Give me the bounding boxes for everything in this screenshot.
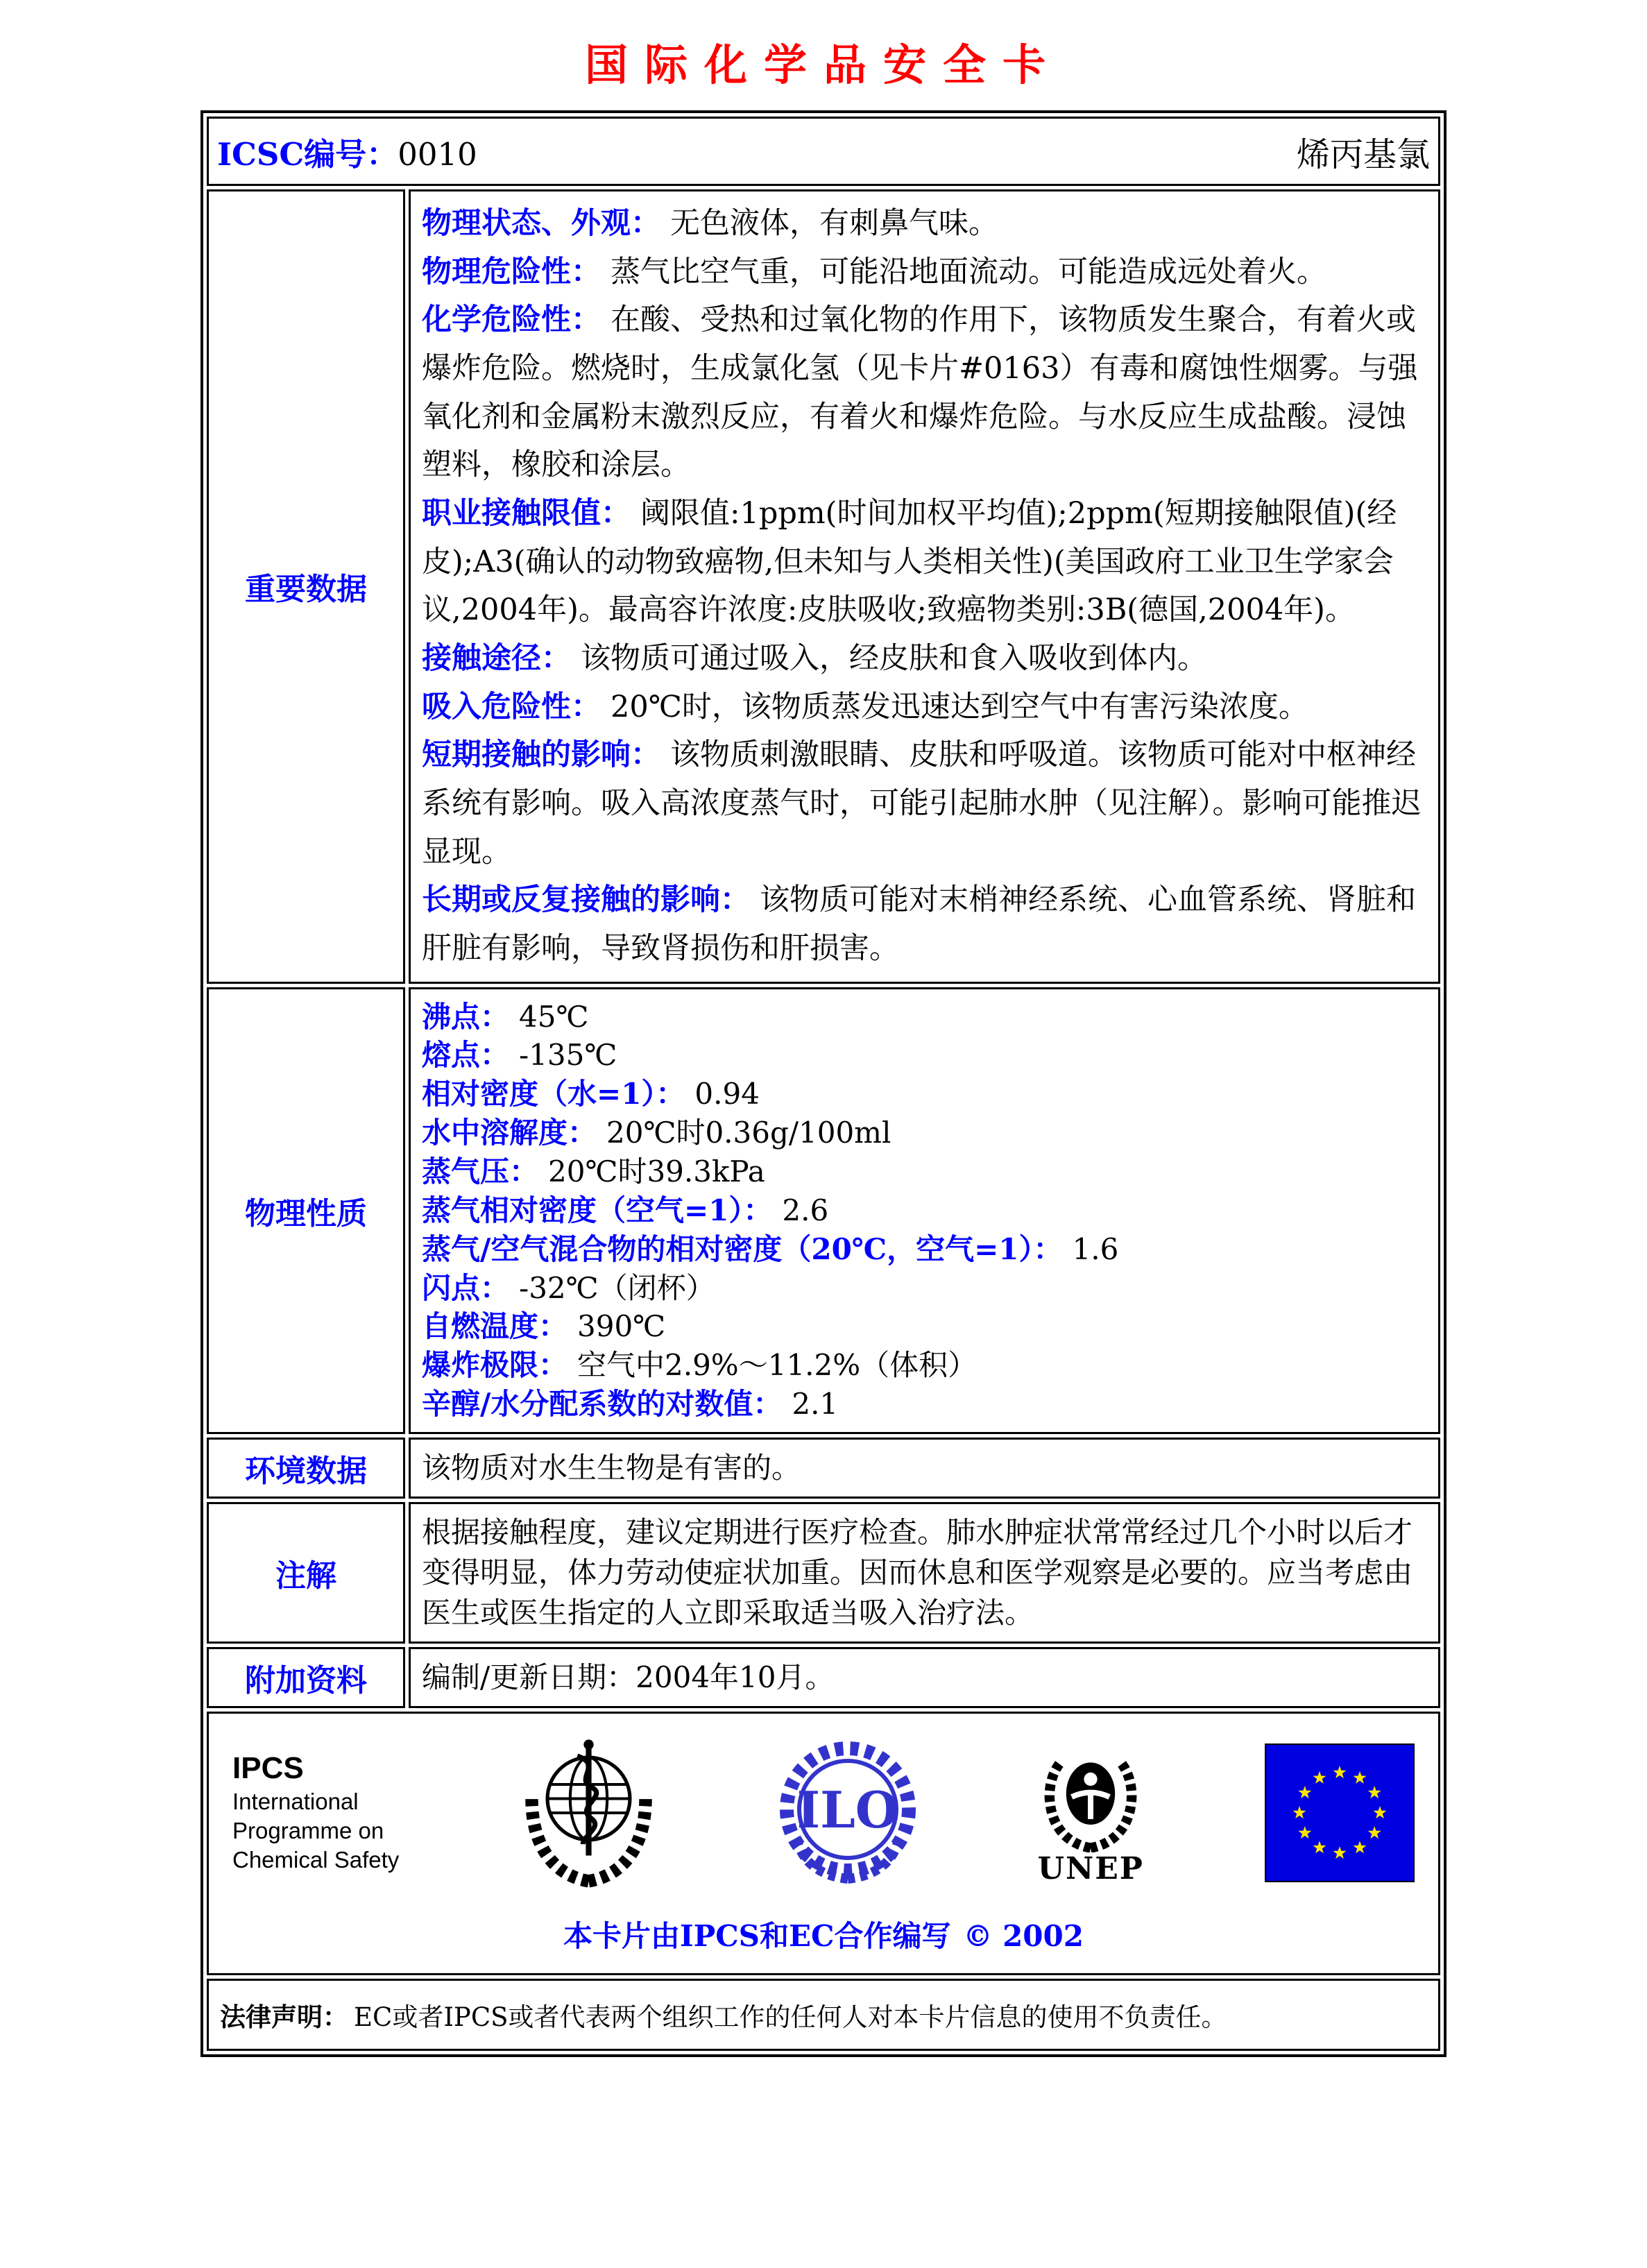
environmental-data-row — [207, 1438, 1440, 1499]
item-text: -135℃ — [519, 1038, 617, 1073]
physical-property-item — [422, 1269, 1427, 1308]
credit-line — [232, 1913, 1415, 1955]
item-text: 空气中2.9%～11.2%（体积） — [577, 1348, 978, 1383]
additional-info-row — [207, 1647, 1440, 1708]
physical-property-item — [422, 1346, 1427, 1385]
additional-info-content — [409, 1647, 1440, 1708]
item-text: 该物质可通过吸入，经皮肤和食入吸收到体内。 — [581, 640, 1207, 676]
item-label: 熔点： — [422, 1038, 510, 1073]
eu-flag-icon — [1265, 1743, 1415, 1882]
physical-properties-content — [409, 987, 1440, 1434]
item-text: 在酸、受热和过氧化物的作用下，该物质发生聚合，有着火或爆炸危险。燃烧时，生成氯化氢（见卡片#0163）有毒和腐蚀性烟雾。与强氧化剂和金属粉末激烈反应，有着火和爆炸危险。与水反应生成盐酸。浸蚀塑料，橡胶和涂层。 — [422, 302, 1418, 483]
svg-text:ILO: ILO — [796, 1780, 899, 1839]
physical-property-item — [422, 1152, 1427, 1191]
item-text: -32℃（闭杯） — [519, 1270, 715, 1305]
physical-property-item — [422, 1307, 1427, 1346]
section-label-notes: 注解 — [207, 1502, 405, 1644]
unep-logo-icon — [1035, 1741, 1146, 1852]
ipcs-name-line1: International — [232, 1788, 359, 1814]
environmental-data-content: 该物质对水生生物是有害的。 — [409, 1438, 1440, 1499]
who-logo-icon — [518, 1733, 660, 1893]
chemical-name: 烯丙基氯 — [1296, 135, 1430, 174]
document-title: 国际化学品安全卡 — [584, 40, 1062, 90]
credit-copyright: © 2002 — [963, 1918, 1084, 1953]
item-text: 蒸气比空气重，可能沿地面流动。可能造成远处着火。 — [611, 254, 1326, 289]
item-label: 蒸气/空气混合物的相对密度（20℃，空气=1）： — [422, 1231, 1063, 1266]
icsc-card-table — [200, 110, 1447, 2057]
logos-cell — [207, 1712, 1440, 1975]
item-text: 390℃ — [577, 1309, 666, 1344]
item-label: 物理状态、外观： — [422, 206, 660, 241]
item-text: 45℃ — [519, 999, 589, 1034]
item-text: 1.6 — [1072, 1231, 1119, 1266]
item-text: 20℃时，该物质蒸发迅速达到空气中有害污染浓度。 — [611, 689, 1308, 724]
icsc-number — [217, 129, 477, 174]
header-row — [207, 117, 1440, 186]
notes-content: 根据接触程度，建议定期进行医疗检查。肺水肿症状常常经过几个小时以后才变得明显，体力劳动使症状加重。因而休息和医学观察是必要的。应当考虑由医生或医生指定的人立即采取适当吸入治疗法。 — [409, 1502, 1440, 1644]
legal-notice-text: EC或者IPCS或者代表两个组织工作的任何人对本卡片信息的使用不负责任。 — [354, 2002, 1227, 2032]
physical-property-item — [422, 1385, 1427, 1424]
item-text: 2.1 — [792, 1387, 839, 1422]
item-label: 短期接触的影响： — [422, 737, 660, 773]
section-label-important-data: 重要数据 — [207, 189, 405, 984]
item-text: 无色液体，有刺鼻气味。 — [670, 206, 998, 241]
physical-property-item — [422, 1230, 1427, 1269]
item-label: 化学危险性： — [422, 302, 601, 338]
important-data-item — [422, 200, 1427, 248]
ipcs-name-line3: Chemical Safety — [232, 1847, 400, 1873]
physical-properties-row — [207, 987, 1440, 1434]
credit-text: 本卡片由IPCS和EC合作编写 — [563, 1918, 951, 1953]
item-label: 物理危险性： — [422, 254, 601, 289]
item-label: 自燃温度： — [422, 1309, 568, 1344]
item-text: 20℃时0.36g/100ml — [606, 1116, 891, 1150]
item-label: 接触途径： — [422, 640, 571, 676]
ipcs-name-line2: Programme on — [232, 1818, 384, 1843]
physical-property-item — [422, 1114, 1427, 1152]
important-data-content — [409, 189, 1440, 984]
item-text: 2.6 — [782, 1193, 829, 1227]
update-date-label: 编制/更新日期： — [422, 1660, 636, 1694]
item-label: 相对密度（水=1）： — [422, 1077, 685, 1111]
item-text: 该物质可能对末梢神经系统、心血管系统、肾脏和肝脏有影响，导致肾损伤和肝损害。 — [422, 883, 1416, 966]
item-text: 该物质刺激眼睛、皮肤和呼吸道。该物质可能对中枢神经系统有影响。吸入高浓度蒸气时，可能引起肺水肿（见注解）。影响可能推迟显现。 — [422, 737, 1422, 869]
item-text: 20℃时39.3kPa — [548, 1154, 765, 1188]
item-label: 水中溶解度： — [422, 1116, 597, 1150]
item-label: 蒸气相对密度（空气=1）： — [422, 1193, 773, 1227]
important-data-item — [422, 296, 1427, 490]
important-data-item — [422, 731, 1427, 876]
item-label: 辛醇/水分配系数的对数值： — [422, 1387, 783, 1422]
header-cell — [207, 117, 1440, 186]
ipcs-acronym: IPCS — [232, 1750, 304, 1785]
section-label-physical-properties: 物理性质 — [207, 987, 405, 1434]
important-data-item — [422, 876, 1427, 973]
section-label-environmental-data: 环境数据 — [207, 1438, 405, 1499]
icsc-number-value: 0010 — [398, 135, 477, 173]
logos-row — [207, 1712, 1440, 1975]
item-text: 阈限值:1ppm(时间加权平均值);2ppm(短期接触限值)(经皮);A3(确认的动物致癌物,但未知与人类相关性)(美国政府工业卫生学家会议,2004年)。最高容许浓度:皮肤吸收;致癌物类别:3B(德国,2004年)。 — [422, 495, 1397, 628]
important-data-row — [207, 189, 1440, 984]
section-label-additional-info: 附加资料 — [207, 1647, 405, 1708]
ilo-logo-icon — [778, 1740, 917, 1886]
icsc-number-label: ICSC编号： — [217, 135, 398, 173]
item-text: 0.94 — [694, 1077, 760, 1111]
item-label: 吸入危险性： — [422, 689, 601, 724]
physical-property-item — [422, 998, 1427, 1037]
item-label: 职业接触限值： — [422, 495, 631, 531]
item-label: 蒸气压： — [422, 1154, 539, 1188]
important-data-item — [422, 635, 1427, 683]
ipcs-text-block — [232, 1750, 399, 1875]
item-label: 长期或反复接触的影响： — [422, 883, 750, 918]
icsc-document — [0, 31, 1647, 2057]
legal-cell — [207, 1979, 1440, 2051]
physical-property-item — [422, 1191, 1427, 1230]
important-data-item — [422, 248, 1427, 297]
physical-property-item — [422, 1075, 1427, 1114]
legal-row — [207, 1979, 1440, 2051]
unep-logo-block — [1035, 1741, 1146, 1884]
physical-property-item — [422, 1036, 1427, 1075]
item-label: 沸点： — [422, 999, 510, 1034]
item-label: 闪点： — [422, 1270, 510, 1305]
update-date-value: 2004年10月。 — [635, 1660, 835, 1694]
notes-row — [207, 1502, 1440, 1644]
item-label: 爆炸极限： — [422, 1348, 568, 1383]
legal-notice-label: 法律声明： — [220, 2001, 348, 2032]
important-data-item — [422, 683, 1427, 732]
unep-caption: UNEP — [1037, 1850, 1144, 1886]
important-data-item — [422, 490, 1427, 635]
